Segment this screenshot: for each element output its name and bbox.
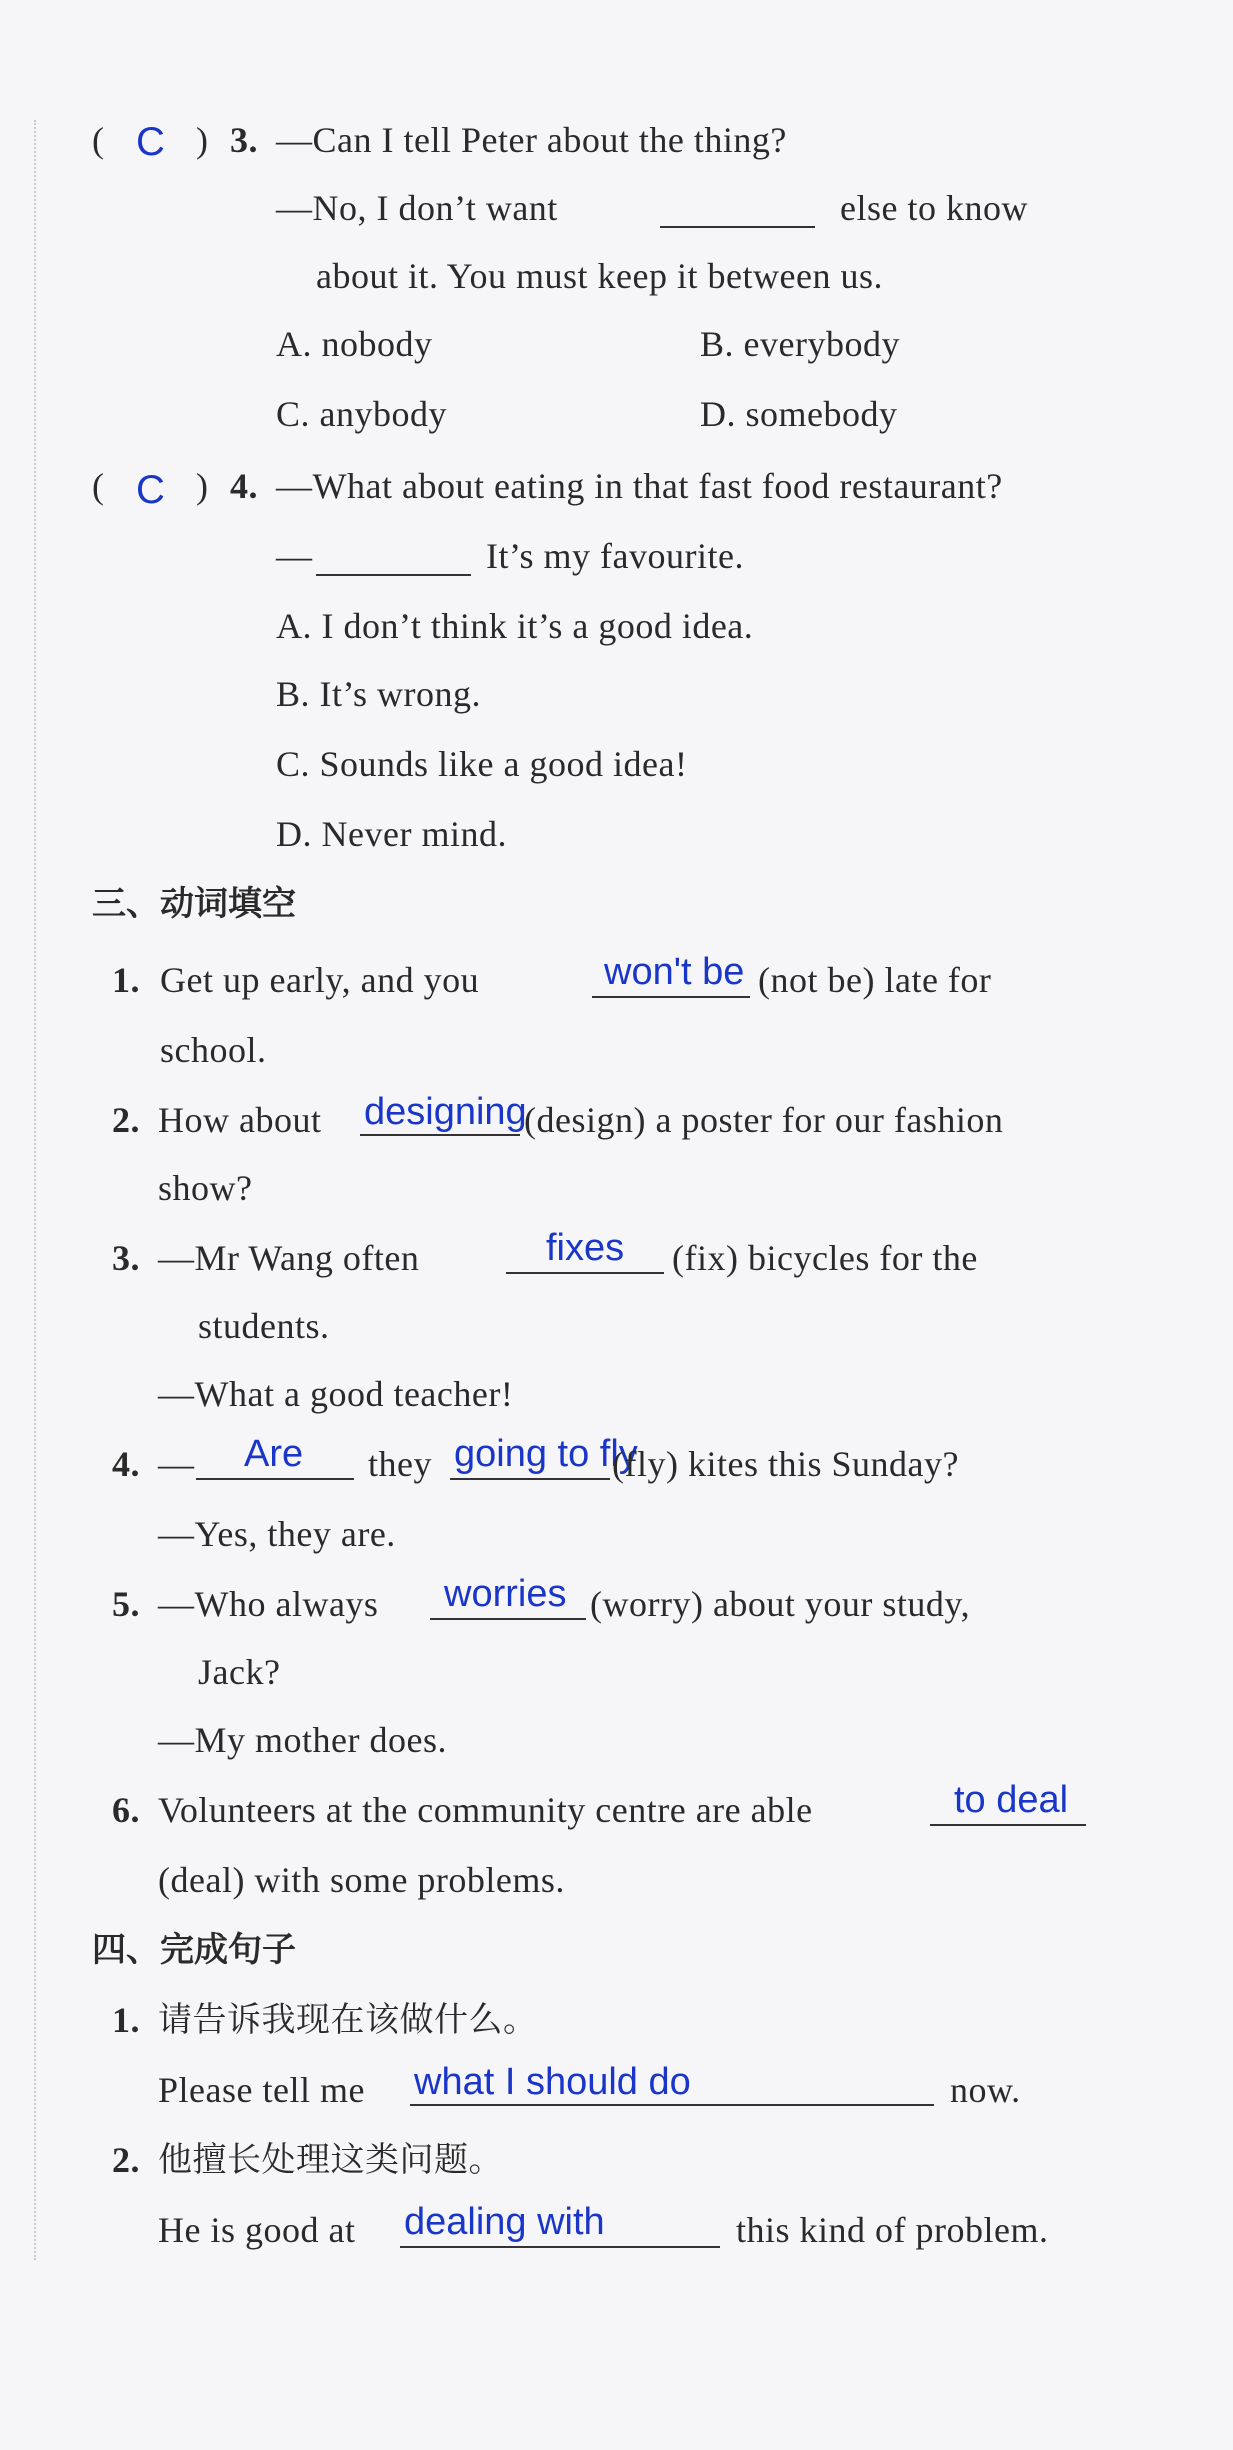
item-text: How about: [158, 1100, 322, 1140]
option-c: C. Sounds like a good idea!: [276, 744, 688, 784]
item-text: (design) a poster for our fashion: [524, 1100, 1004, 1140]
answer-blank: [592, 996, 750, 998]
item-text: Jack?: [198, 1652, 281, 1692]
section-title: 三、动词填空: [92, 884, 296, 924]
item-number: 1.: [112, 2000, 140, 2040]
filled-answer: Are: [244, 1433, 304, 1475]
question-line: —No, I don’t want: [276, 188, 558, 228]
answer-blank: [930, 1824, 1086, 1826]
item-number: 1.: [112, 960, 140, 1000]
answer-paren: (: [92, 466, 104, 506]
answer-blank: [410, 2104, 934, 2106]
section-title: 四、完成句子: [92, 1930, 296, 1970]
option-c: C. anybody: [276, 394, 447, 434]
item-text: (deal) with some problems.: [158, 1860, 565, 1900]
answer-paren: (: [92, 120, 104, 160]
mc-answer: C: [136, 468, 165, 512]
item-text: Volunteers at the community centre are able: [158, 1790, 813, 1830]
item-text: show?: [158, 1168, 253, 1208]
item-text: —Mr Wang often: [158, 1238, 420, 1278]
item-text: they: [368, 1444, 432, 1484]
item-text: Get up early, and you: [160, 960, 480, 1000]
question-number: 4.: [230, 466, 258, 506]
item-text: He is good at: [158, 2210, 356, 2250]
option-b: B. It’s wrong.: [276, 674, 481, 714]
item-text: (worry) about your study,: [590, 1584, 971, 1624]
item-text: (not be) late for: [758, 960, 992, 1000]
filled-answer: worries: [444, 1573, 567, 1615]
answer-blank: [660, 226, 815, 228]
item-text: now.: [950, 2070, 1021, 2110]
item-number: 6.: [112, 1790, 140, 1830]
filled-answer: what I should do: [414, 2061, 691, 2103]
item-text: Please tell me: [158, 2070, 365, 2110]
filled-answer: fixes: [546, 1227, 625, 1269]
item-number: 5.: [112, 1584, 140, 1624]
question-line: It’s my favourite.: [486, 536, 744, 576]
reply-text: —My mother does.: [158, 1720, 447, 1760]
item-number: 2.: [112, 1100, 140, 1140]
reply-text: —Yes, they are.: [158, 1514, 396, 1554]
answer-blank: [360, 1134, 520, 1136]
question-line: about it. You must keep it between us.: [316, 256, 883, 296]
option-b: B. everybody: [700, 324, 900, 364]
answer-blank: [196, 1478, 354, 1480]
answer-blank: [450, 1478, 610, 1480]
option-a: A. I don’t think it’s a good idea.: [276, 606, 754, 646]
filled-answer: designing: [364, 1091, 527, 1133]
option-a: A. nobody: [276, 324, 433, 364]
item-text: —Who always: [158, 1584, 379, 1624]
filled-answer: dealing with: [404, 2201, 605, 2243]
item-text: school.: [160, 1030, 267, 1070]
item-text: students.: [198, 1306, 330, 1346]
question-number: 3.: [230, 120, 258, 160]
margin-rule: [34, 120, 36, 2260]
item-text: —: [158, 1444, 195, 1484]
item-number: 4.: [112, 1444, 140, 1484]
question-line: —: [276, 536, 313, 576]
item-number: 3.: [112, 1238, 140, 1278]
chinese-prompt: 请告诉我现在该做什么。: [158, 2000, 538, 2040]
item-text: (fix) bicycles for the: [672, 1238, 978, 1278]
answer-blank: [400, 2246, 720, 2248]
answer-blank: [506, 1272, 664, 1274]
reply-text: —What a good teacher!: [158, 1374, 514, 1414]
chinese-prompt: 他擅长处理这类问题。: [158, 2140, 503, 2180]
option-d: D. Never mind.: [276, 814, 507, 854]
item-text: this kind of problem.: [736, 2210, 1049, 2250]
option-d: D. somebody: [700, 394, 898, 434]
question-line: —What about eating in that fast food restaurant?: [276, 466, 1003, 506]
filled-answer: to deal: [954, 1779, 1069, 1821]
question-line: else to know: [840, 188, 1028, 228]
question-line: —Can I tell Peter about the thing?: [276, 120, 787, 160]
answer-paren: ): [196, 466, 208, 506]
filled-answer: won't be: [604, 951, 745, 993]
answer-blank: [316, 574, 471, 576]
answer-blank: [430, 1618, 586, 1620]
filled-answer: going to fly: [454, 1433, 638, 1475]
mc-answer: C: [136, 120, 165, 164]
answer-paren: ): [196, 120, 208, 160]
item-number: 2.: [112, 2140, 140, 2180]
item-text: (fly) kites this Sunday?: [612, 1444, 959, 1484]
